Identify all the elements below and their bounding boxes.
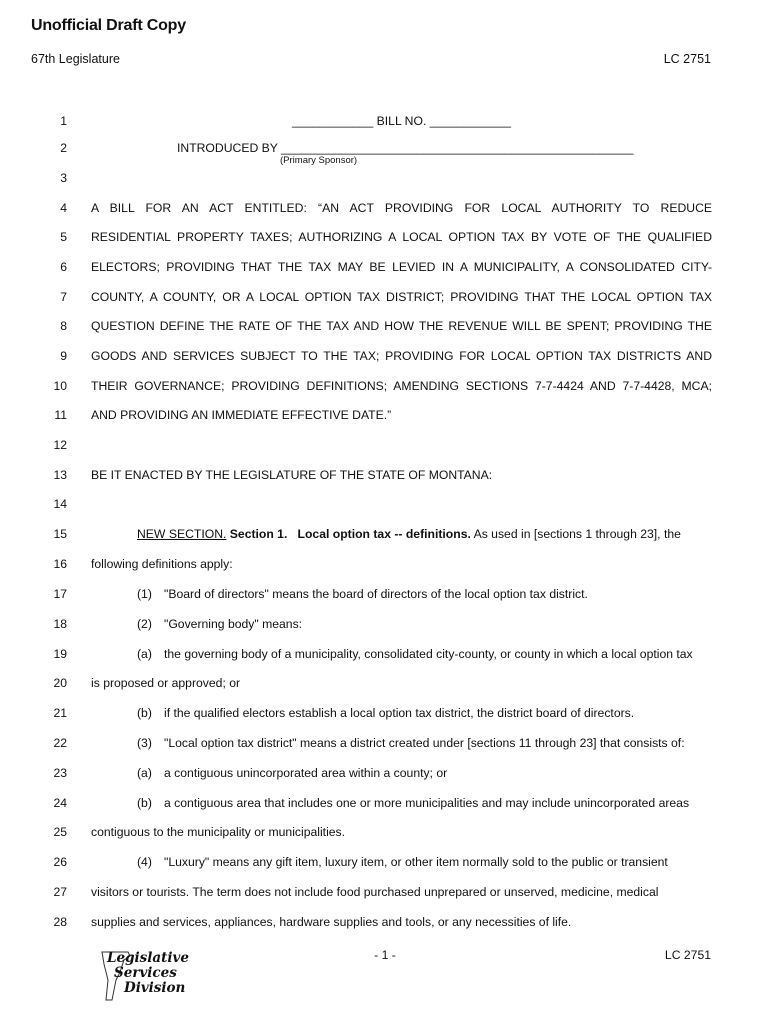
document-line	[0, 527, 770, 545]
line-number: 21	[53, 706, 67, 720]
body-text: following definitions apply:	[91, 557, 233, 571]
line-number: 27	[53, 885, 67, 899]
document-line	[0, 379, 770, 397]
line-number: 9	[60, 349, 67, 363]
body-text	[91, 766, 712, 780]
body-text	[91, 796, 712, 810]
line-number: 14	[53, 497, 67, 511]
document-line	[0, 171, 770, 189]
section-intro-text: As used in [sections 1 through 23], the	[473, 527, 681, 541]
line-number: 19	[53, 647, 67, 661]
line-number: 20	[53, 676, 67, 690]
bill-title-text: A BILL FOR AN ACT ENTITLED: “AN ACT PROVIDING FOR LOCAL AUTHORITY TO REDUCE	[91, 201, 712, 215]
line-number: 13	[53, 468, 67, 482]
section-number: Section 1.	[229, 527, 288, 541]
body-text	[91, 855, 712, 869]
item-text: if the qualified electors establish a local option tax district, the district board of directors.	[164, 706, 635, 720]
line-number: 26	[53, 855, 67, 869]
body-text: visitors or tourists. The term does not include food purchased unprepared or unserved, medicine, medical	[91, 885, 659, 899]
line-number: 12	[53, 438, 67, 452]
body-text	[91, 587, 712, 601]
document-line	[0, 497, 770, 515]
line-number: 7	[60, 290, 67, 304]
line-number: 23	[53, 766, 67, 780]
document-line	[0, 587, 770, 605]
header-title: Unofficial Draft Copy	[31, 17, 186, 34]
item-text: "Luxury" means any gift item, luxury item, or other item normally sold to the public or transient	[164, 855, 668, 869]
line-number: 24	[53, 796, 67, 810]
bill-title-text: GOODS AND SERVICES SUBJECT TO THE TAX; PROVIDING FOR LOCAL OPTION TAX DISTRICTS AND	[91, 349, 712, 363]
document-line	[0, 736, 770, 754]
document-line	[0, 647, 770, 665]
bill-title-text: COUNTY, A COUNTY, OR A LOCAL OPTION TAX DISTRICT; PROVIDING THAT THE LOCAL OPTION TAX	[91, 290, 712, 304]
document-line	[0, 796, 770, 814]
line-number: 16	[53, 557, 67, 571]
line-number: 6	[60, 260, 67, 274]
primary-sponsor-label: (Primary Sponsor)	[280, 155, 358, 166]
document-line	[0, 114, 770, 132]
document-line	[0, 676, 770, 694]
logo-line-division: Division	[124, 980, 186, 996]
logo-line-legislative: Legislative	[107, 950, 189, 966]
line-number: 11	[54, 408, 67, 422]
item-text: the governing body of a municipality, consolidated city-county, or county in which a local option tax	[164, 647, 693, 661]
body-text: is proposed or approved; or	[91, 676, 241, 690]
line-number: 25	[53, 825, 67, 839]
document-line	[0, 349, 770, 367]
bill-title-text: QUESTION DEFINE THE RATE OF THE TAX AND HOW THE REVENUE WILL BE SPENT; PROVIDING THE	[91, 319, 712, 333]
line-number: 22	[53, 736, 67, 750]
introduced-by-line: INTRODUCED BY ____________________________________________________	[177, 141, 634, 155]
item-number: (3)	[137, 736, 152, 750]
section-heading	[137, 527, 712, 541]
document-line	[0, 855, 770, 873]
item-number: (a)	[137, 766, 152, 780]
bill-title-text: ELECTORS; PROVIDING THAT THE TAX MAY BE LEVIED IN A MUNICIPALITY, A CONSOLIDATED CITY-	[91, 260, 712, 274]
item-number: (b)	[137, 796, 152, 810]
line-number: 28	[53, 915, 67, 929]
document-line	[0, 766, 770, 784]
document-line	[0, 319, 770, 337]
page-number: - 1 -	[374, 948, 396, 962]
line-number: 15	[53, 527, 67, 541]
document-line	[0, 230, 770, 248]
line-number: 1	[60, 114, 67, 128]
item-number: (1)	[137, 587, 152, 601]
body-text	[91, 736, 712, 750]
item-number: (2)	[137, 617, 152, 631]
document-line	[0, 290, 770, 308]
footer-lc-number: LC 2751	[664, 948, 711, 962]
document-line	[0, 825, 770, 843]
document-line	[0, 141, 770, 159]
header-legislature: 67th Legislature	[31, 52, 120, 66]
enacting-clause: BE IT ENACTED BY THE LEGISLATURE OF THE STATE OF MONTANA:	[91, 468, 493, 482]
bill-number-line: ____________ BILL NO. ____________	[291, 114, 512, 128]
bill-title-text: RESIDENTIAL PROPERTY TAXES; AUTHORIZING A LOCAL OPTION TAX BY VOTE OF THE QUALIFIED	[91, 230, 712, 244]
item-number: (4)	[137, 855, 152, 869]
document-line	[0, 468, 770, 486]
document-line	[0, 617, 770, 635]
line-number: 2	[60, 141, 67, 155]
body-text: contiguous to the municipality or municipalities.	[91, 825, 346, 839]
item-number: (a)	[137, 647, 152, 661]
body-text: supplies and services, appliances, hardware supplies and tools, or any necessities of life.	[91, 915, 572, 929]
document-line	[0, 915, 770, 933]
document-line	[0, 885, 770, 903]
line-number: 8	[60, 319, 67, 333]
line-number: 5	[60, 230, 67, 244]
item-number: (b)	[137, 706, 152, 720]
document-line	[0, 201, 770, 219]
bill-title-text: THEIR GOVERNANCE; PROVIDING DEFINITIONS; AMENDING SECTIONS 7-7-4424 AND 7-7-4428, MCA;	[91, 379, 712, 393]
line-number: 17	[53, 587, 67, 601]
item-text: "Local option tax district" means a district created under [sections 11 through 23] that consists of:	[164, 736, 685, 750]
document-line	[0, 557, 770, 575]
body-text	[91, 617, 712, 631]
line-number: 10	[53, 379, 67, 393]
bill-title-text: AND PROVIDING AN IMMEDIATE EFFECTIVE DATE.”	[91, 408, 392, 422]
document-line	[0, 706, 770, 724]
item-text: a contiguous unincorporated area within a county; or	[164, 766, 448, 780]
document-line	[0, 260, 770, 278]
new-section-label: NEW SECTION.	[137, 527, 227, 541]
header-lc-number: LC 2751	[663, 52, 711, 66]
line-number: 18	[53, 617, 67, 631]
line-number: 3	[60, 171, 67, 185]
logo-line-services: Services	[114, 965, 177, 981]
section-title: Local option tax -- definitions.	[297, 527, 471, 541]
item-text: a contiguous area that includes one or more municipalities and may include unincorporated areas	[164, 796, 690, 810]
document-line	[0, 408, 770, 426]
item-text: "Board of directors" means the board of directors of the local option tax district.	[164, 587, 588, 601]
line-number: 4	[60, 201, 67, 215]
body-text	[91, 706, 712, 720]
document-line	[0, 438, 770, 456]
body-text	[91, 647, 712, 661]
item-text: "Governing body" means:	[164, 617, 303, 631]
